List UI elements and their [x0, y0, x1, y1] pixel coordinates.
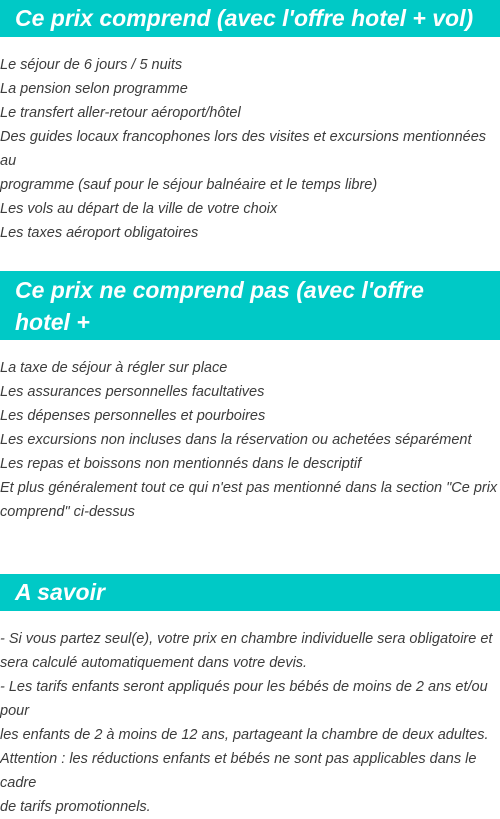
info-line: - Si vous partez seul(e), votre prix en chambre individuelle sera obligatoire et	[0, 631, 493, 647]
list-item: comprend" ci-dessus	[0, 504, 135, 520]
list-item: programme (sauf pour le séjour balnéaire et le temps libre)	[0, 177, 378, 193]
info-line: - Les tarifs enfants seront appliqués pour les bébés de moins de 2 ans et/ou pour	[0, 679, 488, 719]
info-line: de tarifs promotionnels.	[0, 799, 151, 815]
heading-line: Ce prix ne comprend pas (avec l'offre hotel +	[15, 277, 424, 335]
section-a-savoir	[0, 574, 500, 819]
list-item: Les vols au départ de la ville de votre choix	[0, 201, 278, 217]
info-line: Attention : les réductions enfants et bébés ne sont pas applicables dans le cadre	[0, 751, 477, 791]
section-heading-ne-comprend-pas	[0, 271, 500, 367]
excluded-list	[0, 356, 500, 524]
info-line: sera calculé automatiquement dans votre devis.	[0, 655, 308, 671]
info-line: les enfants de 2 à moins de 12 ans, partageant la chambre de deux adultes.	[0, 727, 489, 743]
list-item: Les dépenses personnelles et pourboires	[0, 408, 266, 424]
list-item: La taxe de séjour à régler sur place	[0, 360, 228, 376]
list-item: Les repas et boissons non mentionnés dans le descriptif	[0, 456, 362, 472]
list-item: Le séjour de 6 jours / 5 nuits	[0, 57, 183, 73]
list-item: Les assurances personnelles facultatives	[0, 384, 265, 400]
section-ce-prix-ne-comprend-pas	[0, 271, 500, 524]
section-heading-comprend: Ce prix comprend (avec l'offre hotel + vol)	[0, 0, 500, 37]
list-item: Les taxes aéroport obligatoires	[0, 225, 199, 241]
heading-line: vol)	[15, 341, 56, 367]
list-item: Le transfert aller-retour aéroport/hôtel	[0, 105, 241, 121]
list-item: Des guides locaux francophones lors des visites et excursions mentionnées au	[0, 129, 487, 169]
list-item: Et plus généralement tout ce qui n'est pas mentionné dans la section "Ce prix	[0, 480, 498, 496]
section-ce-prix-comprend	[0, 0, 500, 245]
section-heading-a-savoir: A savoir	[0, 574, 500, 611]
list-item: La pension selon programme	[0, 81, 188, 97]
included-list	[0, 53, 500, 245]
info-list	[0, 627, 500, 819]
list-item: Les excursions non incluses dans la réservation ou achetées séparément	[0, 432, 472, 448]
